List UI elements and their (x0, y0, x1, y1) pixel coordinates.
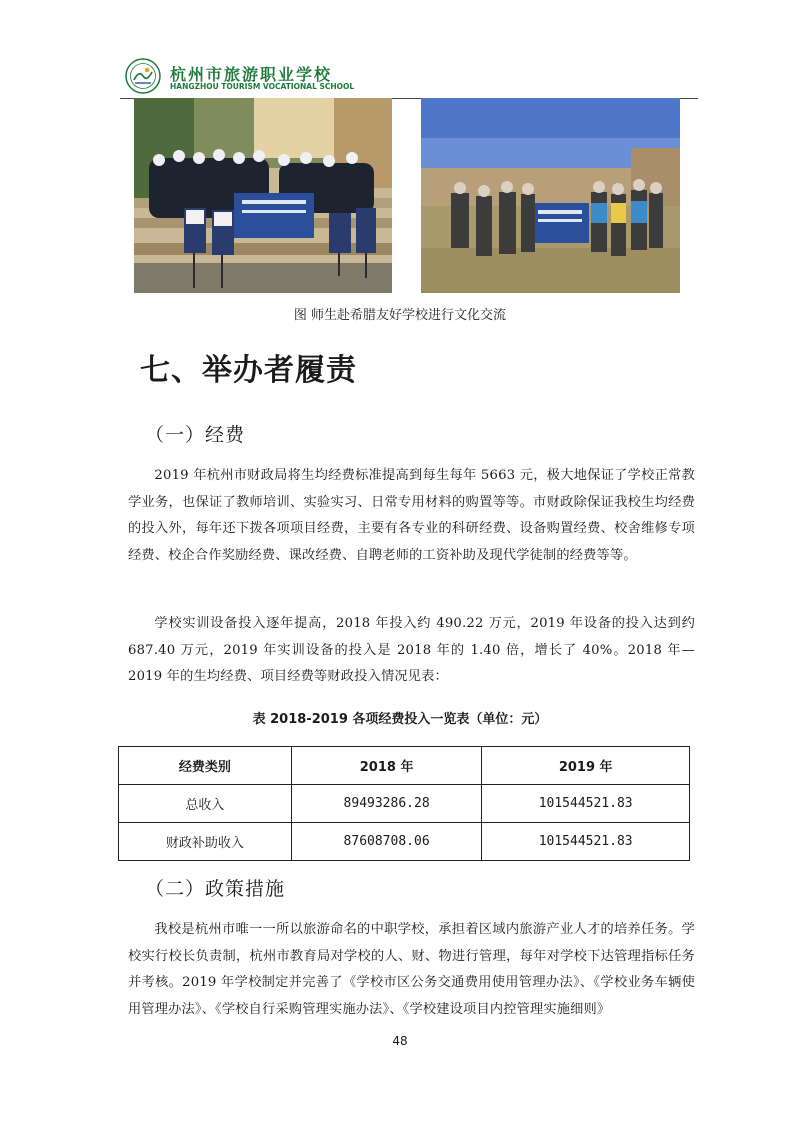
table-row (119, 785, 690, 823)
table-caption: 表 2018-2019 各项经费投入一览表（单位：元） (252, 712, 548, 727)
table-cell-value: 101544521.83 (482, 823, 690, 861)
photo-group-outdoors (421, 98, 680, 293)
funding-table (118, 746, 690, 861)
paragraph-funding-2: 学校实训设备投入逐年提高，2018 年投入约 490.22 万元，2019 年设备的投入达到约 687.40 万元，2019 年实训设备的投入是 2018 年的 1.40 倍，增长了 40%。2018 年—2019 年的生均经费、项目经费等财政投入情况见表： (128, 616, 695, 684)
school-logo-icon (125, 58, 161, 94)
school-name-en: HANGZHOU TOURISM VOCATIONAL SCHOOL (170, 82, 355, 91)
photo-students-group (134, 98, 392, 293)
paragraph-funding-1: 2019 年杭州市财政局将生均经费标准提高到每生每年 5663 元，极大地保证了学校正常教学业务，也保证了教师培训、实验实习、日常专用材料的购置等等。市财政除保证我校生均经费的投入外，每年还下拨各项项目经费，主要有各专业的科研经费、设备购置经费、校舍维修专项经费、校企合作奖励经费、课改经费、自聘老师的工资补助及现代学徒制的经费等等。 (128, 468, 695, 563)
table-cell-value: 89493286.28 (291, 785, 482, 823)
column-header: 2019 年 (482, 747, 690, 785)
table-row (119, 823, 690, 861)
table-cell-value: 101544521.83 (482, 785, 690, 823)
subsection-title-policy: （二）政策措施 (145, 878, 286, 900)
table-header-row (119, 747, 690, 785)
paragraph-policy-1: 我校是杭州市唯一一所以旅游命名的中职学校，承担着区域内旅游产业人才的培养任务。学校实行校长负责制，杭州市教育局对学校的人、财、物进行管理，每年对学校下达管理指标任务并考核。2019 年学校制定并完善了《学校市区公务交通费用使用管理办法》、《学校业务车辆使用管理办法》、《学校自行采购管理实施办法》、《学校建设项目内控管理实施细则》 (128, 922, 695, 1017)
figure-caption: 图 师生赴希腊友好学校进行文化交流 (293, 308, 507, 323)
table-cell-category: 财政补助收入 (119, 823, 292, 861)
table-cell-value: 87608708.06 (291, 823, 482, 861)
page-number: 48 (392, 1034, 408, 1048)
page-header (120, 52, 698, 99)
school-name-cn: 杭州市旅游职业学校 (170, 65, 333, 84)
column-header: 经费类别 (119, 747, 292, 785)
section-title: 七、举办者履责 (140, 353, 357, 388)
subsection-title-funding: （一）经费 (145, 424, 246, 446)
column-header: 2018 年 (291, 747, 482, 785)
table-cell-category: 总收入 (119, 785, 292, 823)
